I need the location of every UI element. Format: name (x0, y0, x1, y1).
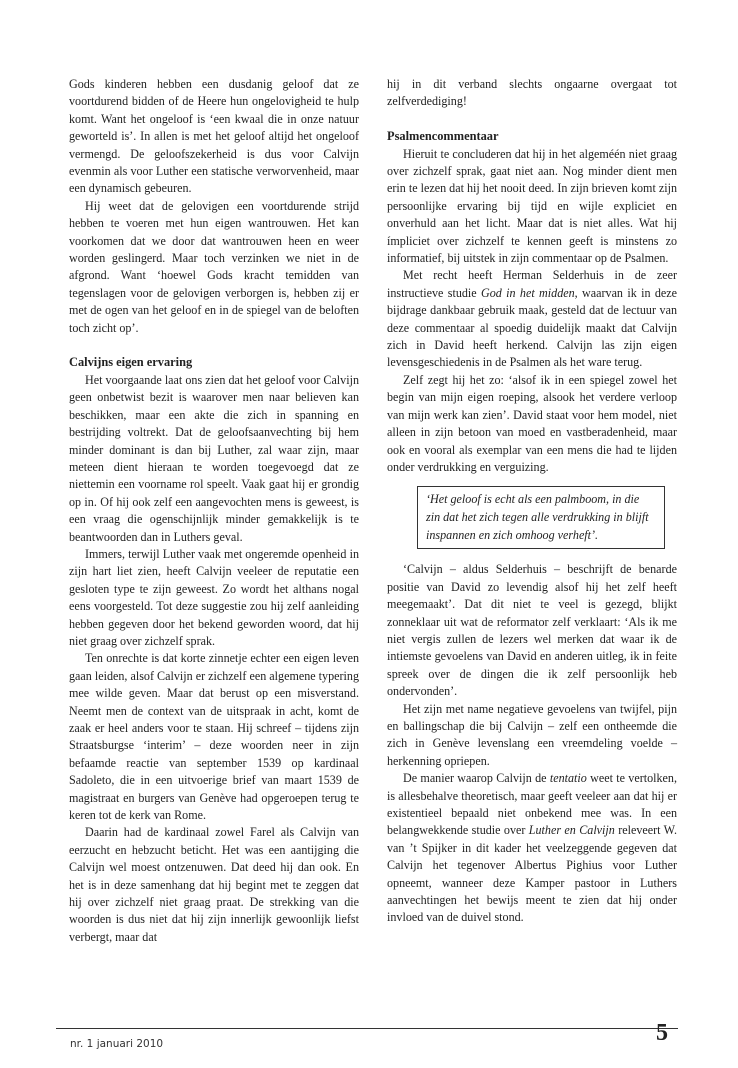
paragraph: De manier waarop Calvijn de tentatio weet te vertolken, is allesbehalve theoretisch, maar geeft veeleer aan dat hij er existentieel bepaald niet onbekend mee was. In een belangwekkende studie over Luther en Calvijn releveert W. van ’t Spijker in dit kader het veelzeggende gegeven dat Calvijn het tegenover Albertus Pighius voor Luther opneemt, wanneer deze Kamper pastoor in Luthers aanvechtingen het bewijs meent te zien dat hij onder invloed van de duivel stond. (387, 771, 677, 925)
paragraph: Hieruit te concluderen dat hij in het algeméén niet graag over zichzelf sprak, gaat niet aan. Nog minder dient men erin te lezen dat hij het nooit deed. In zijn brieven komt zijn persoonlijke ervaring bij tijd en wijle expliciet en onverhuld aan het licht. Maar dat is niet alles. Wat hij ímpliciet over zichzelf te kennen geeft is minstens zo informatief, bij uitstek in zijn commentaar op de Psalmen. (387, 146, 677, 266)
page-number: 5 (656, 1020, 668, 1046)
paragraph: Het zijn met name negatieve gevoelens van twijfel, pijn en ballingschap die bij Calvijn – zelf een ontheemde die zich in Genève levenslang een vreemdeling voelde – herkenning opriepen. (387, 701, 677, 768)
paragraph: Met recht heeft Herman Selderhuis in de zeer instructieve studie God in het midden, waarvan ik in deze bijdrage dankbaar gebruik maak, gesteld dat de lectuur van deze commentaar al spoedig duidelijk maakt dat Calvijn zich in David heeft herkend. Calvijn las zijn eigen levensgeschiedenis in de Psalmen als het ware terug. (387, 268, 677, 370)
paragraph: hij in dit verband slechts ongaarne overgaat tot zelfverdediging! (387, 77, 677, 109)
left-column (69, 76, 359, 946)
paragraph: Het voorgaande laat ons zien dat het geloof voor Calvijn geen onbetwist bezit is waarover men naar believen kan beschikken, maar een akte die zich in spanning en bestrijding voltrekt. Dat de geloofsaanvechting bij hem minder dominant is dan bij Luther, zal waar zijn, maar meteen dient hieraan te worden toegevoegd dat ze niettemin een voorname rol speelt. Vaak gaat hij er grondig op in. Of hij ook zelf een aangevochten mens is geweest, is een vraag die ogenschijnlijk minder gemakkelijk is te beantwoorden dan in Luthers geval. (69, 372, 359, 544)
section-heading: Psalmencommentaar (387, 129, 499, 144)
paragraph: ‘Calvijn – aldus Selderhuis – beschrijft de benarde positie van David zo levendig alsof hij het zelf heeft meegemaakt’. Dat dit niet te veel is gezegd, blijkt zonneklaar uit wat de reformator zelf verklaart: ‘Als ik me niet vergis zullen de lezers wel merken dat waar ik de intiemste gevoelens van David en anderen uitleg, ik in feite spreek over de dingen die ik zelf persoonlijk heb ondervonden’. (387, 562, 677, 699)
paragraph: Zelf zegt hij het zo: ‘alsof ik in een spiegel zowel het begin van mijn eigen roeping, alsook het verdere verloop van mijn werk kan zien’. David staat voor hem model, niet alleen in zijn betoon van moed en vastberadenheid, maar ook en vooral als exemplar van een mens die had te lijden onder verdrukking en verguizing. (387, 372, 677, 474)
right-column (387, 76, 677, 927)
paragraph: Hij weet dat de gelovigen een voortdurende strijd hebben te voeren met hun eigen wantrouwen. Het kan voorkomen dat we door dat wantrouwen heen en weer worden geslingerd. Maar toch verzinken we niet in de afgrond. Want ‘hoewel Gods kracht temidden van tegenslagen voor de gelovigen verborgen is, hebben zij er met de ogen van het geloof en in de spiegel van de beloften toch zicht op’. (69, 198, 359, 335)
pull-quote: ‘Het geloof is echt als een palmboom, in die zin dat het zich tegen alle verdrukking in blijft inspannen en zich omhoog verheft’. (417, 486, 665, 549)
paragraph: Daarin had de kardinaal zowel Farel als Calvijn van eerzucht en hebzucht beticht. Het was een aantijging die Calvijn wel moest ontzenuwen. Dat deed hij dan ook. En het is in deze samenhang dat hij begint met te zeggen dat hij over zichzelf niet graag praat. De strekking van die woorden is dus niet dat hij zijn innerlijk gewoonlijk liefst verbergt, maar dat (69, 825, 359, 944)
section-heading: Calvijns eigen ervaring (69, 355, 193, 370)
footer-rule (56, 1028, 678, 1029)
issue-label: nr. 1 januari 2010 (70, 1038, 164, 1050)
paragraph: Gods kinderen hebben een dusdanig geloof dat ze voortdurend bidden of de Heere hun ongelovigheid te hulp komt. Want het ongeloof is ‘een kwaal die in onze natuur geworteld is’. In allen is met het geloof altijd het ongeloof vermengd. De geloofszekerheid is dus voor Calvijn evenmin als voor Luther een statische verworvenheid, maar een dynamisch gebeuren. (69, 77, 359, 196)
paragraph: Immers, terwijl Luther vaak met ongeremde openheid in zijn hart liet zien, heeft Calvijn veeleer de reputatie een gesloten type te zijn geweest. Zo wordt het althans nogal eens voorgesteld. Tot deze suggestie zou hij zelf aanleiding hebben gegeven door het bekend geworden woord, dat hij niet graag over zichzelf sprak. (69, 546, 359, 648)
paragraph: Ten onrechte is dat korte zinnetje echter een eigen leven gaan leiden, alsof Calvijn er zichzelf een algemene typering mee wilde geven. Maar dat berust op een misverstand. Neemt men de context van de uitspraak in acht, komt de zaak er heel anders voor te staan. Hij schreef – tijdens zijn Straatsburgse ‘interim’ – deze woorden neer in zijn befaamde reactie van september 1539 op kardinaal Sadoleto, die in een uitvoerige brief van maart 1539 de magistraat en burgers van Genève had opgeroepen terug te keren tot de kerk van Rome. (69, 651, 359, 823)
